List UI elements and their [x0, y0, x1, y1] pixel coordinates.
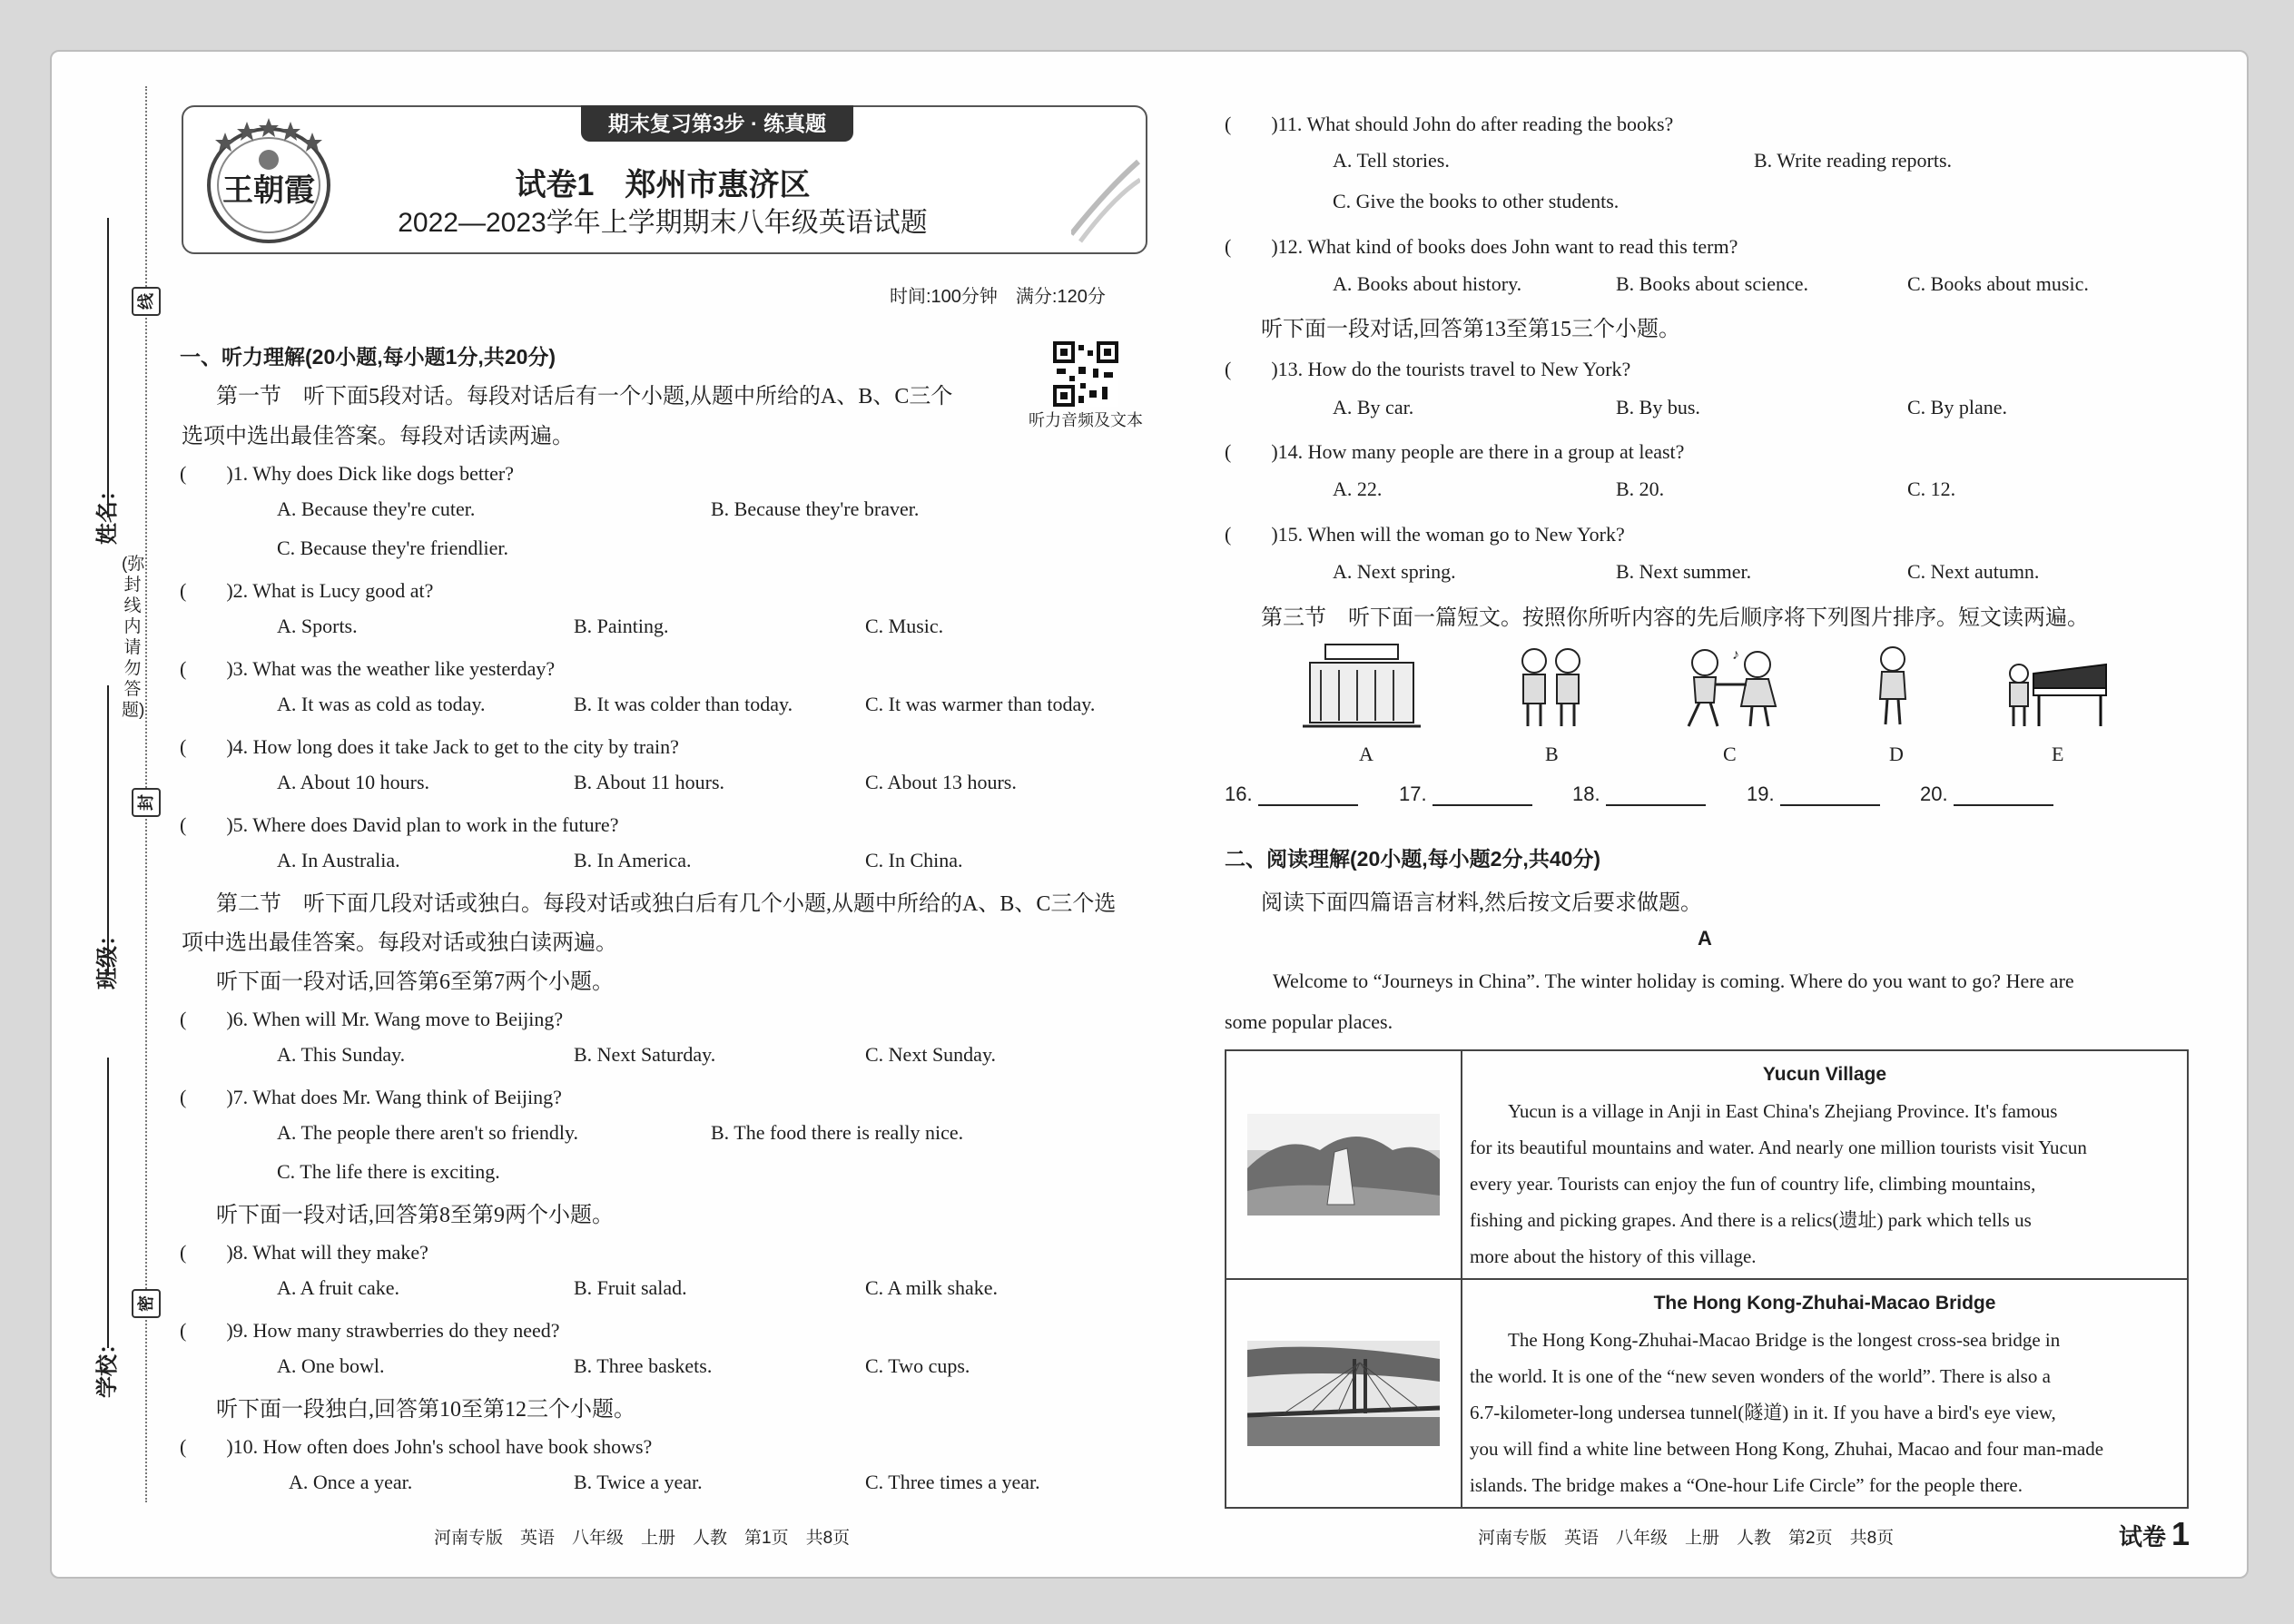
- picture-label-b: B: [1545, 743, 1559, 765]
- qr-code-icon: [1053, 341, 1118, 407]
- row-text-line: more about the history of this village.: [1470, 1245, 1757, 1267]
- row-text-line: the world. It is one of the “new seven wonders of the world”. There is also a: [1470, 1365, 2051, 1387]
- q7-option-c: C. The life there is exciting.: [277, 1160, 500, 1183]
- q1-option-b: B. Because they're braver.: [711, 497, 920, 520]
- q11-option-a: A. Tell stories.: [1333, 149, 1450, 172]
- picture-a-library: [1303, 643, 1421, 729]
- q10-option-c: C. Three times a year.: [865, 1471, 1040, 1493]
- q6-option-a: A. This Sunday.: [277, 1043, 406, 1066]
- table-text-cell: [1462, 1279, 2188, 1508]
- q8-option-a: A. A fruit cake.: [277, 1276, 400, 1299]
- blank-number-19: 19.: [1747, 782, 1775, 805]
- part2-instructions-line2: 项中选出最佳答案。每段对话或独白读两遍。: [182, 931, 617, 955]
- seal-note: (弥封线内请勿答题): [122, 555, 145, 720]
- q9-option-c: C. Two cups.: [865, 1354, 970, 1377]
- q15-option-c: C. Next autumn.: [1907, 560, 2040, 583]
- table-row: [1226, 1279, 2188, 1508]
- part1-instructions-line1: 第一节 听下面5段对话。每段对话后有一个小题,从题中所给的A、B、C三个: [216, 385, 953, 408]
- school-field-line: [107, 1058, 109, 1348]
- q14-option-b: B. 20.: [1616, 477, 1665, 500]
- question-2: ( )2. What is Lucy good at?: [180, 579, 434, 602]
- q7-option-b: B. The food there is really nice.: [711, 1121, 964, 1144]
- blank-number-17: 17.: [1399, 782, 1427, 805]
- school-label: 学校：: [95, 1333, 120, 1398]
- qr-caption: 听力音频及文本: [1029, 411, 1143, 429]
- row-text-line: islands. The bridge makes a “One-hour Life Circle” for the people there.: [1470, 1474, 2023, 1496]
- picture-e-piano: [2006, 646, 2111, 733]
- q11-option-c: C. Give the books to other students.: [1333, 190, 1620, 212]
- part2-instructions-line1: 第二节 听下面几段对话或独白。每段对话或独白后有几个小题,从题中所给的A、B、C三个选: [216, 892, 1117, 916]
- name-label: 姓名：: [95, 479, 120, 545]
- q12-option-c: C. Books about music.: [1907, 272, 2089, 295]
- q5-option-b: B. In America.: [574, 849, 692, 871]
- row-text-line: for its beautiful mountains and water. And nearly one million tourists visit Yucun: [1470, 1137, 2087, 1158]
- q13-option-a: A. By car.: [1333, 396, 1414, 418]
- q5-option-a: A. In Australia.: [277, 849, 400, 871]
- table-text-cell: [1462, 1050, 2188, 1279]
- q6-option-b: B. Next Saturday.: [574, 1043, 716, 1066]
- q10-option-a: A. Once a year.: [289, 1471, 413, 1493]
- picture-label-a: A: [1359, 743, 1373, 765]
- picture-c-dancing: [1678, 645, 1787, 731]
- q9-option-b: B. Three baskets.: [574, 1354, 713, 1377]
- q1-option-a: A. Because they're cuter.: [277, 497, 476, 520]
- q10-option-b: B. Twice a year.: [574, 1471, 703, 1493]
- subinstr-8-9: 听下面一段对话,回答第8至第9两个小题。: [216, 1204, 614, 1227]
- question-8: ( )8. What will they make?: [180, 1241, 428, 1264]
- q2-option-a: A. Sports.: [277, 615, 358, 637]
- question-7: ( )7. What does Mr. Wang think of Beijing?: [180, 1086, 562, 1108]
- q5-option-c: C. In China.: [865, 849, 963, 871]
- picture-b-kids: [1511, 645, 1593, 731]
- q13-option-b: B. By bus.: [1616, 396, 1700, 418]
- row-text-line: fishing and picking grapes. And there is a relics(遗址) park which tells us: [1470, 1209, 2032, 1231]
- q9-option-a: A. One bowl.: [277, 1354, 385, 1377]
- question-11: ( )11. What should John do after reading the books?: [1225, 113, 1674, 135]
- q8-option-c: C. A milk shake.: [865, 1276, 999, 1299]
- bridge-photo: [1247, 1341, 1440, 1446]
- question-12: ( )12. What kind of books does John want to read this term?: [1225, 235, 1738, 258]
- question-4: ( )4. How long does it take Jack to get to the city by train?: [180, 735, 679, 758]
- table-row: [1226, 1050, 2188, 1279]
- q6-option-c: C. Next Sunday.: [865, 1043, 997, 1066]
- q12-option-a: A. Books about history.: [1333, 272, 1522, 295]
- section2-instructions: 阅读下面四篇语言材料,然后按文后要求做题。: [1261, 891, 1702, 915]
- table-picture-cell: [1226, 1279, 1462, 1508]
- subinstr-13-15: 听下面一段对话,回答第13至第15三个小题。: [1261, 318, 1680, 341]
- blank-number-18: 18.: [1572, 782, 1600, 805]
- logo-text: 王朝霞: [222, 172, 315, 209]
- picture-label-e: E: [2052, 743, 2064, 765]
- paper-tag-prefix: 试卷: [2119, 1523, 2167, 1550]
- table-picture-cell: [1226, 1050, 1462, 1279]
- yucun-village-photo: [1247, 1114, 1440, 1216]
- subinstr-10-12: 听下面一段独白,回答第10至第12三个小题。: [216, 1398, 635, 1422]
- picture-label-d: D: [1889, 743, 1904, 765]
- row-text-line: 6.7-kilometer-long undersea tunnel(隧道) in it. If you have a bird's eye view,: [1470, 1402, 2056, 1423]
- picture-label-c: C: [1723, 743, 1737, 765]
- q3-option-b: B. It was colder than today.: [574, 693, 793, 715]
- answer-blank-16[interactable]: [1225, 782, 1358, 806]
- q3-option-a: A. It was as cold as today.: [277, 693, 486, 715]
- q11-option-b: B. Write reading reports.: [1754, 149, 1953, 172]
- q13-option-c: C. By plane.: [1907, 396, 2007, 418]
- q1-option-c: C. Because they're friendlier.: [277, 536, 509, 559]
- row-text-line: Yucun is a village in Anji in East China's Zhejiang Province. It's famous: [1470, 1100, 2058, 1122]
- question-3: ( )3. What was the weather like yesterday?: [180, 657, 556, 680]
- places-table: [1225, 1049, 2189, 1509]
- row-title: The Hong Kong-Zhuhai-Macao Bridge: [1653, 1293, 1996, 1314]
- q15-option-a: A. Next spring.: [1333, 560, 1456, 583]
- seal-char-feng: 封: [132, 788, 161, 817]
- blank-line: [1606, 784, 1706, 806]
- svg-text:♪: ♪: [1732, 647, 1739, 663]
- q8-option-b: B. Fruit salad.: [574, 1276, 687, 1299]
- subinstr-6-7: 听下面一段对话,回答第6至第7两个小题。: [216, 970, 614, 994]
- question-5: ( )5. Where does David plan to work in the future?: [180, 813, 619, 836]
- q15-option-b: B. Next summer.: [1616, 560, 1752, 583]
- section2-heading: 二、阅读理解(20小题,每小题2分,共40分): [1225, 847, 1601, 871]
- question-6: ( )6. When will Mr. Wang move to Beijing?: [180, 1008, 564, 1030]
- paper-subtitle: 2022—2023学年上学期期末八年级英语试题: [398, 208, 928, 238]
- name-field-line: [107, 218, 109, 517]
- passage-label: A: [1698, 927, 1712, 950]
- paper-title: 试卷1 郑州市惠济区: [515, 168, 811, 202]
- blank-line: [1258, 784, 1358, 806]
- row-text-line: The Hong Kong-Zhuhai-Macao Bridge is the longest cross-sea bridge in: [1470, 1329, 2061, 1351]
- passage-intro-line2: some popular places.: [1225, 1010, 1393, 1033]
- q12-option-b: B. Books about science.: [1616, 272, 1809, 295]
- answer-blank-19[interactable]: [1747, 782, 1880, 806]
- q4-option-c: C. About 13 hours.: [865, 771, 1017, 793]
- question-13: ( )13. How do the tourists travel to New York?: [1225, 358, 1631, 380]
- blank-line: [1433, 784, 1532, 806]
- row-text-line: you will find a white line between Hong Kong, Zhuhai, Macao and four man-made: [1470, 1438, 2104, 1460]
- answer-blank-17[interactable]: [1399, 782, 1532, 806]
- question-10: ( )10. How often does John's school have book shows?: [180, 1435, 653, 1458]
- part1-instructions-line2: 选项中选出最佳答案。每段对话读两遍。: [182, 425, 574, 448]
- row-title: Yucun Village: [1762, 1064, 1887, 1085]
- q3-option-c: C. It was warmer than today.: [865, 693, 1096, 715]
- answer-blank-20[interactable]: [1920, 782, 2053, 806]
- footer-right: 河南专版 英语 八年级 上册 人教 第2页 共8页: [1478, 1529, 1895, 1548]
- class-field-line: [107, 685, 109, 976]
- answer-blank-18[interactable]: [1572, 782, 1706, 806]
- blank-number-20: 20.: [1920, 782, 1948, 805]
- step-badge: 期末复习第3步 · 练真题: [581, 105, 853, 142]
- q4-option-b: B. About 11 hours.: [574, 771, 725, 793]
- part3-instructions: 第三节 听下面一篇短文。按照你所听内容的先后顺序将下列图片排序。短文读两遍。: [1261, 606, 2089, 630]
- q14-option-c: C. 12.: [1907, 477, 1956, 500]
- picture-d-child: [1866, 643, 1920, 729]
- blank-number-16: 16.: [1225, 782, 1253, 805]
- paper-tag: [2119, 1515, 2190, 1553]
- question-1: ( )1. Why does Dick like dogs better?: [180, 462, 515, 485]
- q2-option-b: B. Painting.: [574, 615, 669, 637]
- q4-option-a: A. About 10 hours.: [277, 771, 430, 793]
- question-15: ( )15. When will the woman go to New York?: [1225, 523, 1625, 546]
- q2-option-c: C. Music.: [865, 615, 944, 637]
- question-9: ( )9. How many strawberries do they need?: [180, 1319, 560, 1342]
- question-14: ( )14. How many people are there in a group at least?: [1225, 440, 1685, 463]
- time-info: 时间:100分钟 满分:120分: [890, 287, 1106, 307]
- blank-line: [1780, 784, 1880, 806]
- row-text-line: every year. Tourists can enjoy the fun of country life, climbing mountains,: [1470, 1173, 2036, 1195]
- section1-heading: 一、听力理解(20小题,每小题1分,共20分): [180, 345, 556, 369]
- q7-option-a: A. The people there aren't so friendly.: [277, 1121, 579, 1144]
- footer-left: 河南专版 英语 八年级 上册 人教 第1页 共8页: [434, 1529, 851, 1548]
- seal-char-xian: 线: [132, 287, 161, 316]
- passage-intro-line1: Welcome to “Journeys in China”. The winter holiday is coming. Where do you want to go? Here are: [1273, 969, 2074, 992]
- blank-line: [1954, 784, 2053, 806]
- q14-option-a: A. 22.: [1333, 477, 1383, 500]
- paper-tag-number: 1: [2171, 1515, 2191, 1552]
- class-label: 班级：: [95, 924, 120, 989]
- seal-char-mi: 密: [132, 1289, 161, 1318]
